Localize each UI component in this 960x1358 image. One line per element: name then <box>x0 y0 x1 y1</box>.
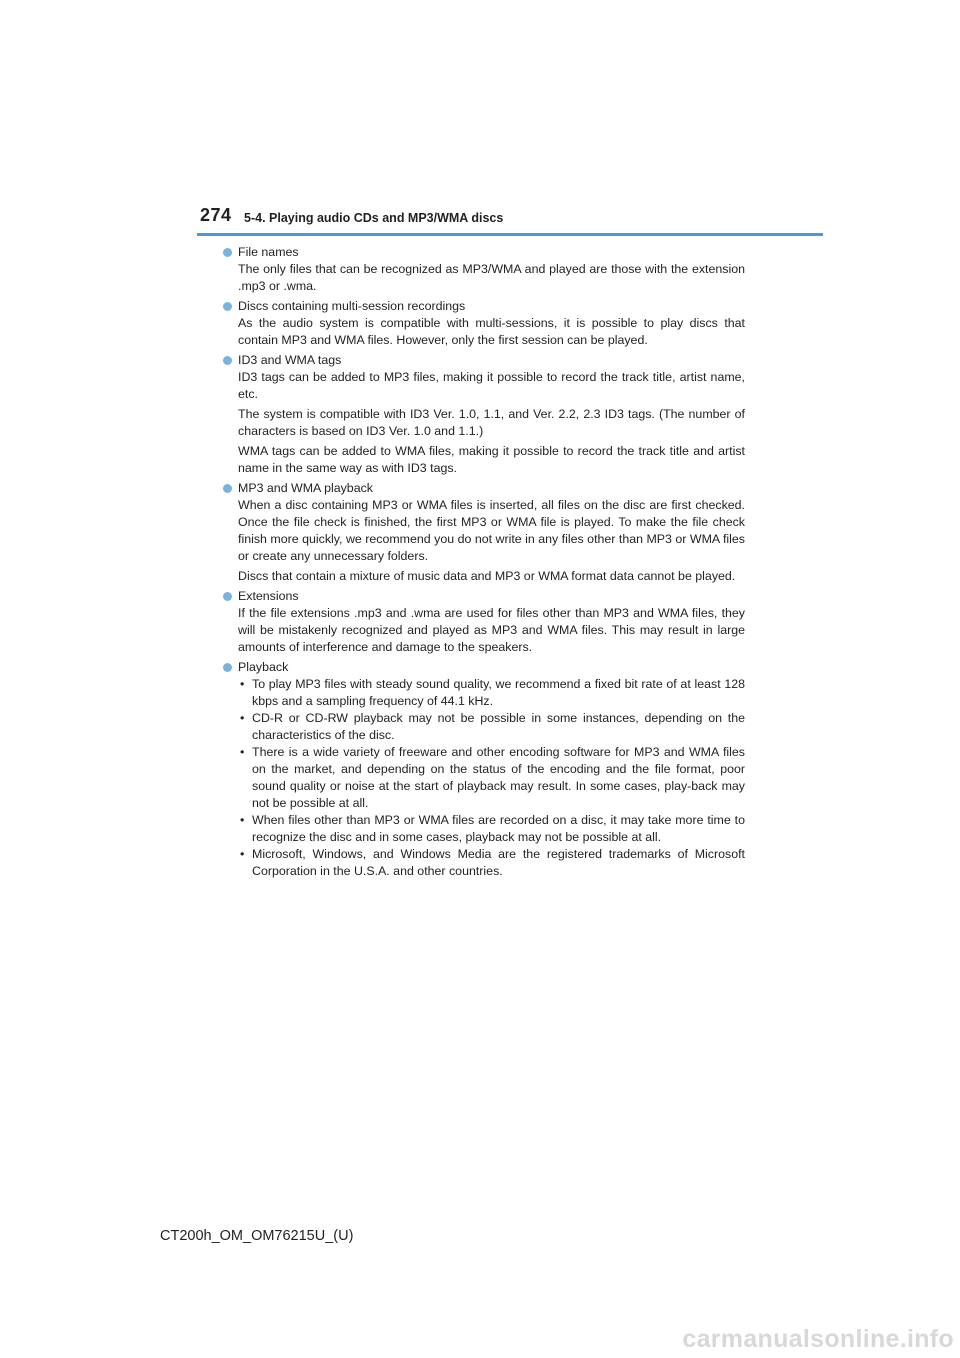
sub-list-item: • CD-R or CD-RW playback may not be possible in some instances, depending on the characteristics of the disc. <box>238 710 745 744</box>
sub-list-item: • To play MP3 files with steady sound quality, we recommend a fixed bit rate of at least 128 kbps and a sampling frequency of 44.1 kHz. <box>238 676 745 710</box>
bullet-icon <box>223 248 232 257</box>
list-item <box>222 244 745 295</box>
page-number: 274 <box>200 205 232 225</box>
paragraph: Discs that contain a mixture of music data and MP3 or WMA format data cannot be played. <box>238 569 736 583</box>
paragraph: WMA tags can be added to WMA files, making it possible to record the track title and artist name in the same way as with ID3 tags. <box>238 444 745 475</box>
sub-list-item: • When files other than MP3 or WMA files are recorded on a disc, it may take more time to recognize the disc and in some cases, playback may not be possible at all. <box>238 812 745 846</box>
sub-list-item: • There is a wide variety of freeware and other encoding software for MP3 and WMA files on the market, and depending on the status of the encoding and the file format, poor sound quality or noise at the start of playback may result. In some cases, play-back may not be possible at all. <box>238 744 745 812</box>
header-rule <box>197 233 823 236</box>
list-item <box>222 298 745 349</box>
sub-list-item: • Microsoft, Windows, and Windows Media are the registered trademarks of Microsoft Corporation in the U.S.A. and other countries. <box>238 846 745 880</box>
section-title: 5-4. Playing audio CDs and MP3/WMA discs <box>244 211 504 225</box>
bullet-icon <box>223 592 232 601</box>
item-heading <box>222 659 745 676</box>
sub-list <box>238 676 745 880</box>
list-item <box>222 480 745 585</box>
item-heading-text: Discs containing multi-session recordings <box>238 299 466 313</box>
item-heading-text: Playback <box>238 660 289 674</box>
item-heading <box>222 588 745 605</box>
list-item <box>222 588 745 656</box>
page-header <box>197 202 823 236</box>
watermark[interactable]: carmanualsonline.info <box>682 1325 954 1353</box>
item-heading-text: ID3 and WMA tags <box>238 353 342 367</box>
bullet-icon <box>223 356 232 365</box>
paragraph: As the audio system is compatible with multi-sessions, it is possible to play discs that contain MP3 and WMA files. However, only the first session can be played. <box>238 316 745 347</box>
bullet-icon <box>223 484 232 493</box>
content <box>222 244 745 883</box>
bullet-icon <box>223 302 232 311</box>
item-heading <box>222 352 745 369</box>
item-heading-text: MP3 and WMA playback <box>238 481 373 495</box>
paragraph: If the file extensions .mp3 and .wma are used for files other than MP3 and WMA files, they will be mistakenly recognized and played as MP3 and WMA files. This may result in large amounts of interference and damage to the speakers. <box>238 606 745 654</box>
paragraph: When a disc containing MP3 or WMA files is inserted, all files on the disc are first checked. Once the file check is finished, the first MP3 or WMA file is played. To make the file check finish more quickly, we recommend you do not write in any files other than MP3 or WMA files or create any unnecessary folders. <box>238 498 745 563</box>
paragraph: ID3 tags can be added to MP3 files, making it possible to record the track title, artist name, etc. <box>238 370 745 401</box>
item-heading <box>222 298 745 315</box>
paragraph: The system is compatible with ID3 Ver. 1.0, 1.1, and Ver. 2.2, 2.3 ID3 tags. (The number of characters is based on ID3 Ver. 1.0 and 1.1.) <box>238 407 745 438</box>
list-item <box>222 659 745 880</box>
item-heading-text: File names <box>238 245 299 259</box>
item-heading <box>222 480 745 497</box>
list-item <box>222 352 745 477</box>
footer-doc-id: CT200h_OM_OM76215U_(U) <box>160 1228 354 1244</box>
item-heading-text: Extensions <box>238 589 299 603</box>
bullet-icon <box>223 663 232 672</box>
paragraph: The only files that can be recognized as MP3/WMA and played are those with the extension .mp3 or .wma. <box>238 262 745 293</box>
item-heading <box>222 244 745 261</box>
